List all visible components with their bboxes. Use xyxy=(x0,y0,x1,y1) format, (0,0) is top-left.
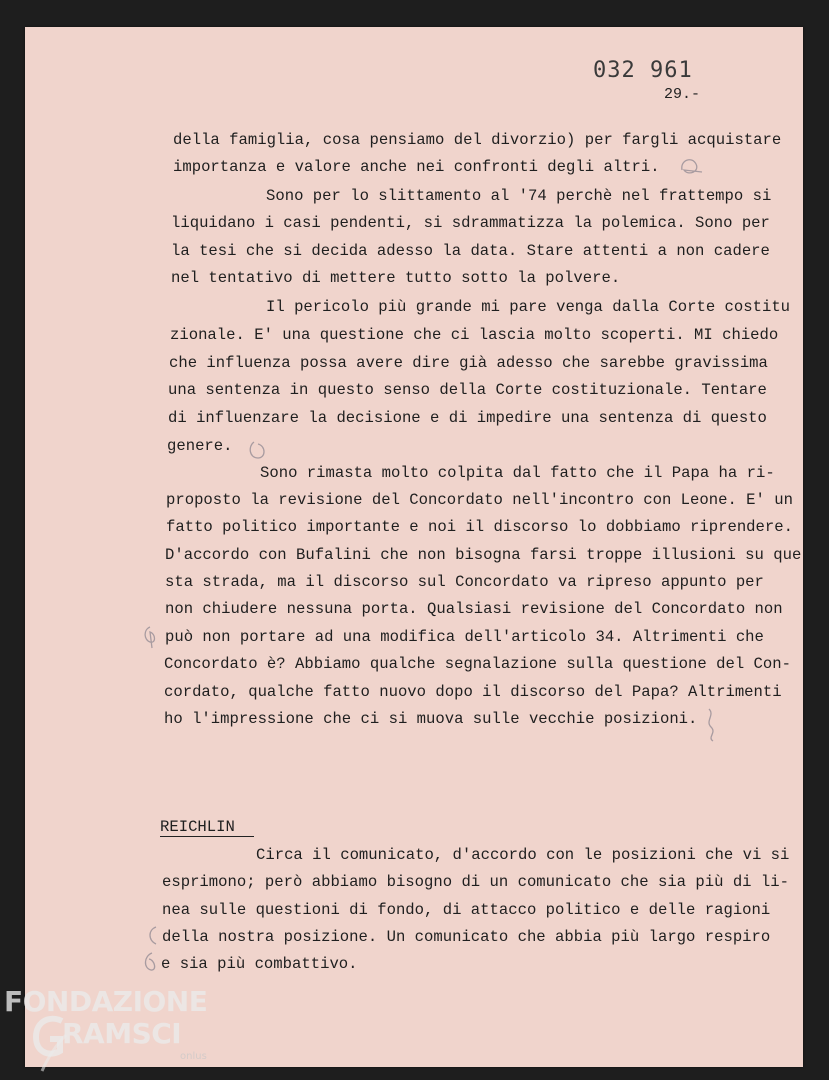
text-line: che influenza possa avere dire già adesso che sarebbe gravissima xyxy=(169,354,768,372)
text-line: D'accordo con Bufalini che non bisogna farsi troppe illusioni su que xyxy=(165,546,802,564)
text-line: ho l'impressione che ci si muova sulle vecchie posizioni. xyxy=(164,710,698,728)
heading-underline xyxy=(160,836,254,837)
text-line: di influenzare la decisione e di impedire una sentenza di questo xyxy=(168,409,767,427)
text-line: può non portare ad una modifica dell'articolo 34. Altrimenti che xyxy=(165,628,764,646)
text-line: la tesi che si decida adesso la data. Stare attenti a non cadere xyxy=(171,242,770,260)
text-line: Circa il comunicato, d'accordo con le posizioni che vi si xyxy=(256,846,790,864)
text-line: Sono per lo slittamento al '74 perchè nel frattempo si xyxy=(266,187,772,205)
text-line: liquidano i casi pendenti, si sdrammatizza la polemica. Sono per xyxy=(171,214,770,232)
pencil-mark-icon xyxy=(701,705,723,745)
speaker-heading: REICHLIN xyxy=(160,818,235,836)
fondazione-gramsci-watermark xyxy=(4,985,234,1080)
text-line: importanza e valore anche nei confronti degli altri. xyxy=(173,158,660,176)
pencil-mark-icon xyxy=(140,624,160,650)
text-line: e sia più combattivo. xyxy=(161,955,358,973)
pencil-mark-icon xyxy=(246,438,270,464)
watermark-line1: FONDAZIONE xyxy=(4,985,208,1018)
text-line: fatto politico importante e noi il discorso lo dobbiamo riprendere. xyxy=(166,518,793,536)
text-line: della nostra posizione. Un comunicato che abbia più largo respiro xyxy=(162,928,771,946)
text-line: proposto la revisione del Concordato nell'incontro con Leone. E' un xyxy=(166,491,793,509)
text-line: Sono rimasta molto colpita dal fatto che il Papa ha ri- xyxy=(260,464,775,482)
watermark-line2: RAMSCI xyxy=(62,1017,182,1050)
text-line: non chiudere nessuna porta. Qualsiasi revisione del Concordato non xyxy=(165,600,783,618)
text-line: esprimono; però abbiamo bisogno di un comunicato che sia più di li- xyxy=(162,873,789,891)
text-line: nel tentativo di mettere tutto sotto la polvere. xyxy=(171,269,621,287)
text-line: Il pericolo più grande mi pare venga dalla Corte costitu xyxy=(266,298,791,316)
text-line: genere. xyxy=(167,437,233,455)
text-line: cordato, qualche fatto nuovo dopo il discorso del Papa? Altrimenti xyxy=(164,683,782,701)
pencil-mark-icon xyxy=(144,924,162,948)
pencil-mark-icon xyxy=(140,950,160,976)
pencil-mark-icon xyxy=(676,150,706,180)
watermark-suffix: onlus xyxy=(180,1051,207,1062)
text-line: della famiglia, cosa pensiamo del divorzio) per fargli acquistare xyxy=(173,131,782,149)
page-number: 29.- xyxy=(664,86,701,103)
text-line: zionale. E' una questione che ci lascia molto scoperti. MI chiedo xyxy=(170,326,779,344)
text-line: nea sulle questioni di fondo, di attacco politico e delle ragioni xyxy=(162,901,771,919)
text-line: sta strada, ma il discorso sul Concordato va ripreso appunto per xyxy=(165,573,764,591)
archive-number: 032 961 xyxy=(593,58,693,83)
text-line: Concordato è? Abbiamo qualche segnalazione sulla questione del Con- xyxy=(164,655,791,673)
text-line: una sentenza in questo senso della Corte costituzionale. Tentare xyxy=(168,381,767,399)
